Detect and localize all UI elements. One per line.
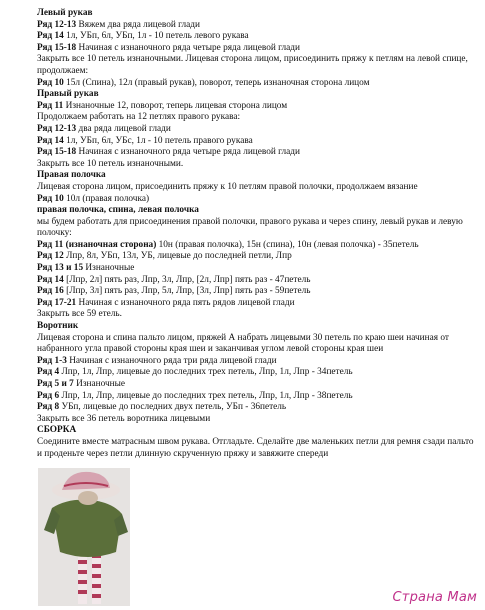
heading-text: СБОРКА — [37, 425, 77, 436]
row-label: Ряд 14 — [37, 274, 64, 285]
text-line — [37, 240, 477, 252]
document-body — [37, 8, 477, 460]
row-label: Ряд 8 — [37, 402, 60, 413]
text-line — [37, 136, 477, 148]
row-label: Ряд 14 — [37, 31, 64, 42]
text-line — [37, 43, 477, 55]
line-text: Изнаночные 12, поворот, теперь лицевая сторона лицом — [63, 100, 288, 111]
line-text: Начиная с изнаночного ряда три ряда лицевой глади — [66, 355, 277, 366]
section-heading — [37, 170, 477, 182]
line-text: [Лпр, 3л] пять раз, Лпр, 5л, Лпр, [3л, Лпр] пять раз - 59петель — [63, 286, 311, 297]
line-text: Лпр, 1л, Лпр, лицевые до последних трех петель, Лпр, 1л, Лпр - 34петель — [59, 367, 353, 378]
knitted-coat-photo — [38, 468, 130, 606]
line-text: Закрыть все 59 етель. — [37, 309, 122, 320]
line-text: 15л (Спина), 12л (правый рукав), поворот, теперь изнаночная сторона лицом — [63, 77, 370, 88]
text-line — [37, 367, 477, 379]
row-label: Ряд 13 и 15 — [37, 263, 84, 274]
line-text: два ряда лицевой глади — [76, 123, 171, 134]
text-line — [37, 333, 477, 356]
text-line — [37, 112, 477, 124]
line-text: мы будем работать для присоединения правой полочки, правого рукава и через спину, левый рукав и левую полочку: — [37, 216, 463, 239]
text-line — [37, 147, 477, 159]
text-line — [37, 101, 477, 113]
row-label: Ряд 12-13 — [37, 19, 77, 30]
line-text: Продолжаем работать на 12 петлях правого рукава: — [37, 112, 241, 123]
text-line — [37, 78, 477, 90]
line-text: Лицевая сторона и спина пальто лицом, пряжей А набрать лицевыми 30 петель по краю шеи начиная от набранного угла правой стороны края шеи и заканчивая углом левой стороны края шеи — [37, 332, 449, 355]
line-text: Лицевая сторона лицом, присоединить пряжу к 10 петлям правой полочки, продолжаем вязание — [37, 181, 418, 192]
text-line — [37, 159, 477, 171]
heading-text: Воротник — [37, 321, 79, 332]
section-heading — [37, 425, 477, 437]
line-text: Вяжем два ряда лицевой глади — [76, 19, 200, 30]
row-label: Ряд 5 и 7 — [37, 379, 74, 389]
heading-text: Левый рукав — [37, 8, 93, 18]
line-text: Начиная с изнаночного ряда четыре ряда лицевой глади — [76, 42, 300, 53]
line-text: 1л, УБп, 6л, УБс, 1л - 10 петель правого рукава — [63, 135, 253, 146]
text-line — [37, 20, 477, 32]
text-line — [37, 356, 477, 368]
text-line — [37, 124, 477, 136]
text-line — [37, 263, 477, 275]
text-line — [37, 437, 477, 460]
line-text: Изнаночные — [83, 263, 135, 274]
text-line — [37, 31, 477, 43]
line-text: 10н (правая полочка), 15н (спина), 10н (левая полочка) - 35петель — [156, 239, 419, 250]
row-label: Ряд 12-13 — [37, 123, 77, 134]
text-line — [37, 251, 477, 263]
line-text: 1л, УБп, 6л, УБп, 1л - 10 петель левого рукава — [63, 31, 249, 42]
line-text: Начиная с изнаночного ряда четыре ряда лицевой глади — [76, 147, 300, 158]
row-label: Ряд 14 — [37, 135, 64, 146]
text-line — [37, 309, 477, 321]
section-heading — [37, 89, 477, 101]
line-text: [Лпр, 2л] пять раз, Лпр, 3л, Лпр, [2л, Лпр] пять раз - 47петель — [63, 274, 311, 285]
text-line — [37, 194, 477, 206]
line-text: Лпр, 8л, УБп, 13л, УБ, лицевые до последней петли, Лпр — [63, 251, 292, 262]
section-heading — [37, 8, 477, 20]
section-heading — [37, 321, 477, 333]
row-label: Ряд 10 — [37, 77, 64, 88]
text-line — [37, 414, 477, 426]
line-text: Лпр, 1л, Лпр, лицевые до последних трех петель, Лпр, 1л, Лпр - 38петель — [59, 390, 353, 401]
line-text: Закрыть все 10 петель изнаночными. — [37, 158, 184, 169]
line-text: Начиная с изнаночного ряда пять рядов лицевой глади — [76, 297, 295, 308]
row-label: Ряд 16 — [37, 286, 64, 297]
line-text: УБп, лицевые до последних двух петель, УБп - 36петель — [59, 402, 287, 413]
row-label: Ряд 15-18 — [37, 42, 77, 53]
text-line — [37, 298, 477, 310]
watermark-logo: Страна Мам — [392, 590, 477, 606]
row-label: Ряд 11 (изнаночная сторона) — [37, 239, 157, 250]
text-line — [37, 54, 477, 77]
row-label: Ряд 1-3 — [37, 355, 67, 366]
text-line — [37, 286, 477, 298]
line-text: 10л (правая полочка) — [63, 193, 150, 204]
row-label: Ряд 10 — [37, 193, 64, 204]
text-line — [37, 275, 477, 287]
line-text: Закрыть все 36 петель воротника лицевыми — [37, 413, 211, 424]
line-text: Соедините вместе матрасным швом рукава. Отгладьте. Сделайте две маленьких петли для ремня сзади пальто и проденьте через петли длинную скрученную пряжу и завяжите спереди — [37, 436, 474, 459]
row-label: Ряд 12 — [37, 251, 64, 262]
row-label: Ряд 4 — [37, 367, 60, 378]
line-text: Закрыть все 10 петель изнаночными. Лицевая сторона лицом, присоединить пряжу к петлям на левой спице, продолжаем: — [37, 54, 468, 76]
text-line — [37, 402, 477, 414]
row-label: Ряд 6 — [37, 390, 60, 401]
heading-text: Правая полочка — [37, 170, 106, 181]
row-label: Ряд 15-18 — [37, 147, 77, 158]
text-line — [37, 217, 477, 240]
text-line — [37, 182, 477, 194]
row-label: Ряд 17-21 — [37, 297, 77, 308]
heading-text: правая полочка, спина, левая полочка — [37, 205, 199, 216]
heading-text: Правый рукав — [37, 89, 99, 100]
text-line — [37, 379, 477, 391]
text-line — [37, 391, 477, 403]
line-text: Изнаночные — [73, 379, 126, 389]
row-label: Ряд 11 — [37, 100, 64, 111]
section-heading — [37, 205, 477, 217]
